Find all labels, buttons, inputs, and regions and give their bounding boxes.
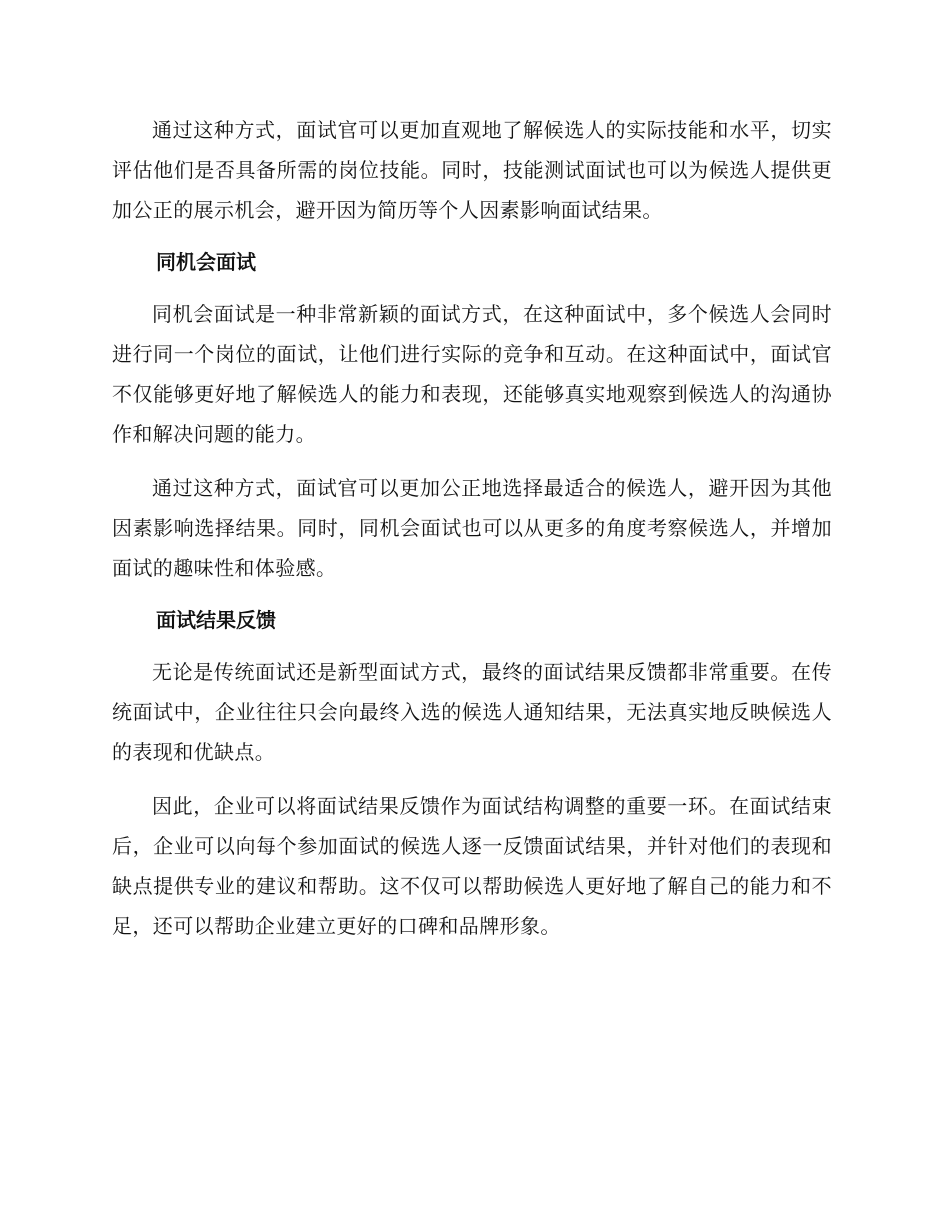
spacer [112,640,832,652]
spacer [112,454,832,468]
paragraph-group-interview-intro: 同机会面试是一种非常新颖的面试方式，在这种面试中，多个候选人会同时进行同一个岗位的面试，让他们进行实际的竞争和互动。在这种面试中，面试官不仅能够更好地了解候选人的能力和表现，还能够真实地观察到候选人的沟通协作和解决问题的能力。 [112,302,832,446]
section-heading-feedback: 面试结果反馈 [156,608,276,632]
spacer [112,230,832,242]
spacer [112,772,832,786]
document-body [112,110,832,946]
paragraph-skill-test-summary: 通过这种方式，面试官可以更加直观地了解候选人的实际技能和水平，切实评估他们是否具备所需的岗位技能。同时，技能测试面试也可以为候选人提供更加公正的展示机会，避开因为简历等个人因素影响面试结果。 [112,118,832,222]
section-heading-group-interview: 同机会面试 [156,250,256,274]
spacer [112,588,832,600]
spacer [112,282,832,294]
paragraph-group-interview-benefits: 通过这种方式，面试官可以更加公正地选择最适合的候选人，避开因为其他因素影响选择结果。同时，同机会面试也可以从更多的角度考察候选人，并增加面试的趣味性和体验感。 [112,476,832,580]
paragraph-feedback-importance: 无论是传统面试还是新型面试方式，最终的面试结果反馈都非常重要。在传统面试中，企业往往只会向最终入选的候选人通知结果，无法真实地反映候选人的表现和优缺点。 [112,660,832,764]
paragraph-feedback-recommendation: 因此，企业可以将面试结果反馈作为面试结构调整的重要一环。在面试结束后，企业可以向每个参加面试的候选人逐一反馈面试结果，并针对他们的表现和缺点提供专业的建议和帮助。这不仅可以帮助候选人更好地了解自己的能力和不足，还可以帮助企业建立更好的口碑和品牌形象。 [112,794,832,938]
